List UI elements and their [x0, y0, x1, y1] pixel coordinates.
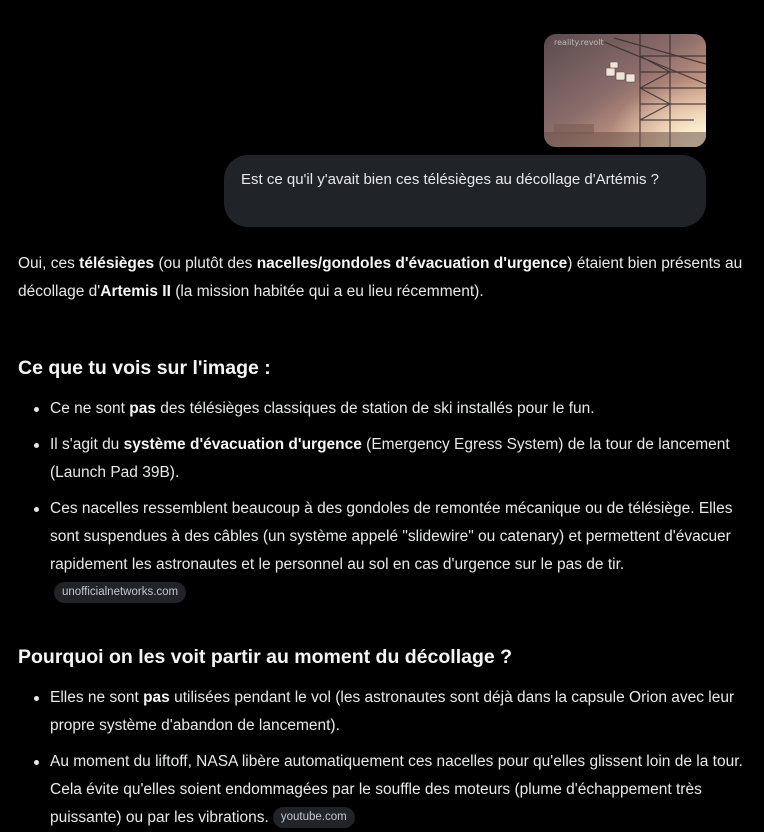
intro-text: Oui, ces — [18, 255, 80, 272]
bullet-list — [18, 684, 748, 832]
intro-paragraph — [18, 250, 748, 306]
section-heading: Ce que tu vois sur l'image : — [18, 357, 271, 379]
intro-text: (la mission habitée qui a eu lieu récemment). — [170, 283, 484, 300]
list-item: Ces nacelles ressemblent beaucoup à des gondoles de remontée mécanique ou de télésiège. Elles sont suspendues à des câbles (un système appelé "slidewire" ou catenary) et permettent d'évacuer rapidement les astronautes et le personnel au sol en cas d'urgence sur le pas de tir.unofficialnetworks.com — [18, 495, 748, 607]
list-item: Elles ne sont pas utilisées pendant le vol (les astronautes sont déjà dans la capsule Orion avec leur propre système d'abandon de lancement). — [18, 684, 748, 740]
watermark-text: reality.revolt — [554, 38, 604, 47]
intro-bold: Artemis II — [100, 283, 171, 300]
source-chip[interactable]: unofficialnetworks.com — [54, 582, 186, 603]
user-message-bubble — [224, 155, 706, 227]
source-chip[interactable]: youtube.com — [273, 807, 355, 828]
intro-text: (ou plutôt des — [154, 255, 257, 272]
launch-pad-photo — [544, 34, 706, 147]
intro-text: ) étaient bien présents au décollage d' — [18, 255, 743, 300]
list-item: Il s'agit du système d'évacuation d'urgence (Emergency Egress System) de la tour de lancement (Launch Pad 39B). — [18, 431, 748, 487]
intro-bold: télésièges — [79, 255, 155, 272]
bullet-list — [18, 395, 748, 607]
intro-bold: nacelles/gondoles d'évacuation d'urgence — [256, 255, 568, 272]
list-item: Au moment du liftoff, NASA libère automatiquement ces nacelles pour qu'elles glissent loin de la tour. Cela évite qu'elles soient endommagées par le souffle des moteurs (plume d'échappement très puissante) ou par les vibrations. youtube.com — [18, 748, 748, 832]
list-item: Ce ne sont pas des télésièges classiques de station de ski installés pour le fun. — [18, 395, 748, 423]
attached-image[interactable] — [544, 34, 706, 147]
assistant-response — [18, 250, 748, 832]
section-heading: Pourquoi on les voit partir au moment du décollage ? — [18, 646, 513, 668]
user-message-text: Est ce qu'il y'avait bien ces télésièges au décollage d'Artémis ? — [241, 171, 659, 188]
